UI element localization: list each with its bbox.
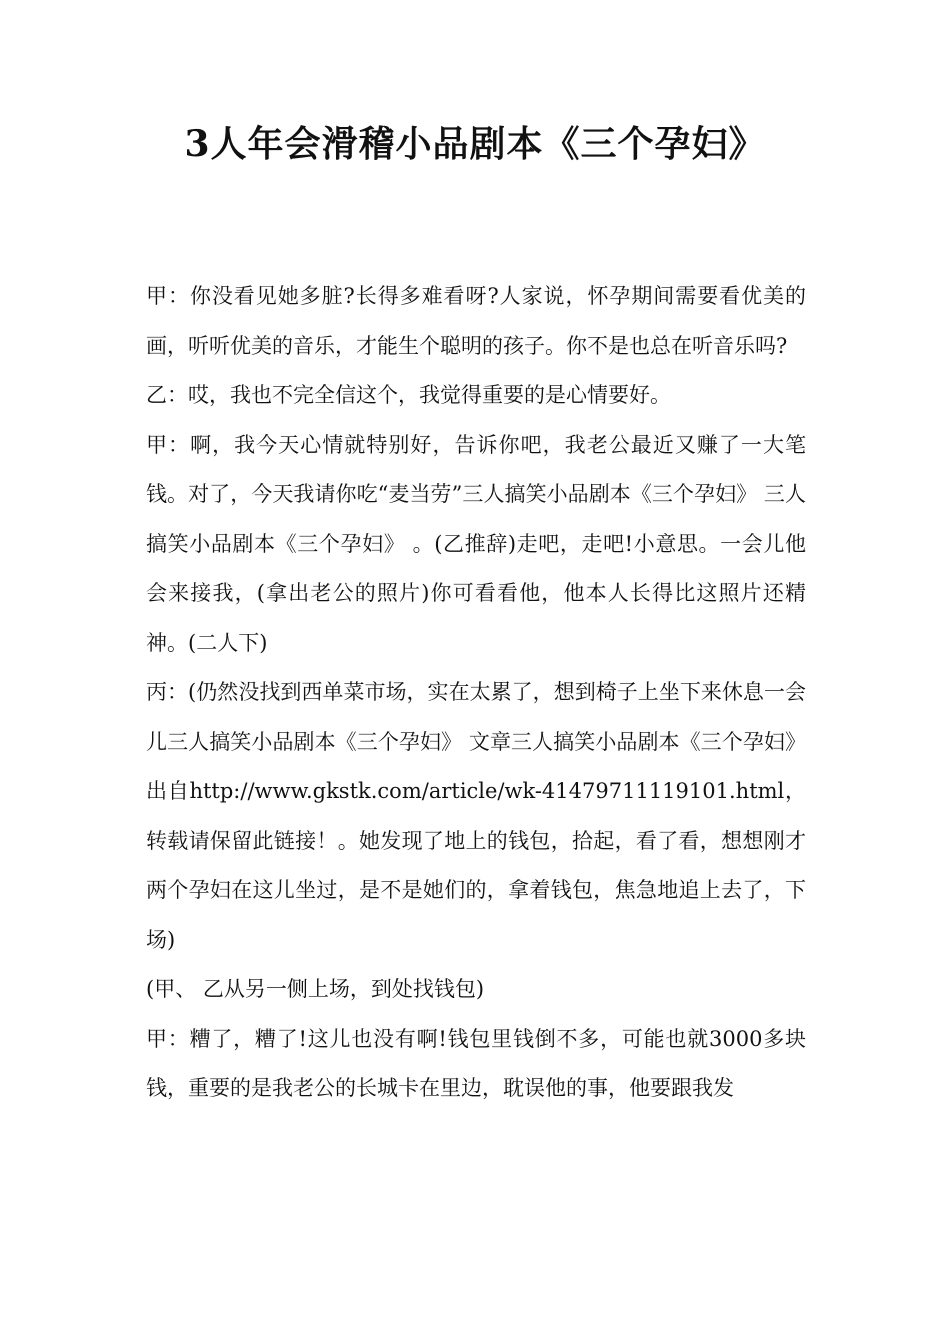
paragraph: 丙：(仍然没找到西单菜市场，实在太累了，想到椅子上坐下来休息一会儿三人搞笑小品剧本《三个孕妇》 文章三人搞笑小品剧本《三个孕妇》 出自http://www.gkstk.com/article/wk-41479711119101.html，转载请保留此链接！。她发现了地上的钱包，拾起，看了看，想想刚才两个孕妇在这儿坐过，是不是她们的，拿着钱包，焦急地追上去了，下场) [146, 680, 806, 952]
page-title: 3人年会滑稽小品剧本《三个孕妇》 [184, 123, 766, 165]
paragraph: 甲：啊，我今天心情就特别好，告诉你吧，我老公最近又赚了一大笔钱。对了，今天我请你吃“麦当劳”三人搞笑小品剧本《三个孕妇》 三人搞笑小品剧本《三个孕妇》 。(乙推辞)走吧，走吧!小意思。一会儿他会来接我，(拿出老公的照片)你可看看他，他本人长得比这照片还精神。(二人下) [146, 432, 806, 655]
paragraph: 乙：哎，我也不完全信这个，我觉得重要的是心情要好。 [146, 383, 671, 407]
paragraph: 甲：糟了，糟了!这儿也没有啊!钱包里钱倒不多，可能也就3000多块钱，重要的是我老公的长城卡在里边，耽误他的事，他要跟我发 [146, 1026, 806, 1100]
document-body [146, 272, 806, 1114]
paragraph: 甲：你没看见她多脏?长得多难看呀?人家说，怀孕期间需要看优美的画，听听优美的音乐，才能生个聪明的孩子。你不是也总在听音乐吗? [146, 284, 806, 358]
paragraph: (甲、 乙从另一侧上场，到处找钱包) [146, 977, 485, 1001]
